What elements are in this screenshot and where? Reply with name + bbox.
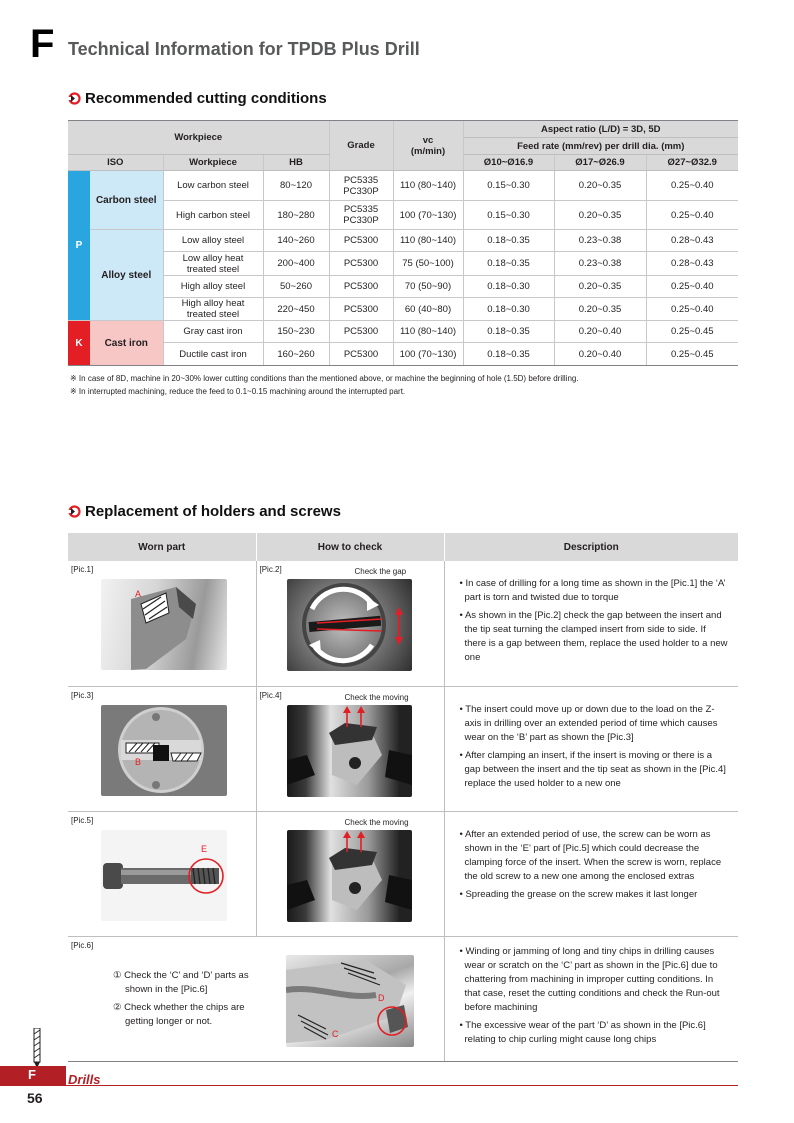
- table-row: [68, 298, 738, 321]
- hb-cell: 80~120: [263, 171, 329, 201]
- feed-cell: 0.18~0.35: [463, 343, 554, 366]
- workpiece-cell: Low alloy heat treated steel: [163, 252, 263, 276]
- table-row: [68, 561, 738, 686]
- description-text: • The excessive wear of the part ‘D’ as shown in the [Pic.6] relating to chip curling might cause long chips: [459, 1019, 706, 1045]
- feed-cell: 0.18~0.30: [463, 298, 554, 321]
- pic-caption: Check the gap: [354, 567, 407, 576]
- header-how-to-check: How to check: [256, 533, 444, 561]
- description-text: • Spreading the grease on the screw makes it last longer: [459, 888, 698, 900]
- vc-cell: 110 (80~140): [393, 171, 463, 201]
- feed-cell: 0.18~0.35: [463, 252, 554, 276]
- marker-d: D: [378, 992, 385, 1003]
- description-cell: [444, 561, 738, 686]
- hb-cell: 150~230: [263, 321, 329, 343]
- chapter-tab: [0, 1066, 66, 1086]
- feed-cell: 0.20~0.35: [554, 171, 646, 201]
- feed-cell: 0.18~0.35: [463, 321, 554, 343]
- header-worn-part: Worn part: [68, 533, 256, 561]
- feed-cell: 0.15~0.30: [463, 171, 554, 201]
- marker-c: C: [332, 1028, 339, 1039]
- description-text: • After an extended period of use, the screw can be worn as shown in the ‘E’ part of [Pic.5] which could decrease the clamping force of the insert. When the screw is worn, replace the old screw to a new one among the enclosed extras: [459, 828, 722, 882]
- how-to-check-cell: [256, 811, 444, 936]
- how-to-check-cell: [256, 686, 444, 811]
- description-text: • The insert could move up or down due to the load on the Z-axis in drilling over an extended period of time which causes wear on the ‘B’ part as shown the [Pic.3]: [459, 703, 718, 743]
- marker-e: E: [201, 843, 208, 854]
- hb-cell: 220~450: [263, 298, 329, 321]
- description-text: • As shown in the [Pic.2] check the gap between the insert and the tip seat turning the clamped insert from side to side. If there is a gap between them, replace the used holder to a new one: [459, 610, 728, 663]
- feed-cell: 0.25~0.40: [646, 276, 738, 298]
- replacement-table: [68, 533, 738, 1062]
- description-text: • Winding or jamming of long and tiny chips in drilling causes wear or scratch on the ‘C’ part as shown in the [Pic.6] due to chattering from machining in improper cutting conditions. In that case, reset the cutting conditions and check the Run-out before machining: [459, 945, 720, 1013]
- vc-cell: 100 (70~130): [393, 201, 463, 230]
- drill-side-icon: [33, 1028, 41, 1068]
- description-cell: [444, 686, 738, 811]
- check-step: ① Check the ‘C’ and ‘D’ parts as shown in the [Pic.6]: [113, 969, 249, 995]
- vc-cell: 110 (80~140): [393, 230, 463, 252]
- section-arrow-icon: [68, 92, 81, 105]
- feed-cell: 0.20~0.40: [554, 321, 646, 343]
- grade-cell: PC5300: [329, 343, 393, 366]
- grade-cell: PC5300: [329, 276, 393, 298]
- feed-cell: 0.20~0.35: [554, 298, 646, 321]
- table-row: [68, 171, 738, 201]
- pic-label: [Pic.6]: [71, 940, 94, 950]
- grade-cell: PC5300: [329, 321, 393, 343]
- feed-cell: 0.25~0.40: [646, 201, 738, 230]
- chapter-tab-letter: F: [28, 1067, 36, 1082]
- vc-cell: 110 (80~140): [393, 321, 463, 343]
- grade-cell: PC5300: [329, 252, 393, 276]
- footer-category: Drills: [68, 1072, 101, 1087]
- table-row: [68, 686, 738, 811]
- dia-range-1: Ø10~Ø16.9: [463, 155, 554, 171]
- marker-a: A: [135, 589, 142, 599]
- feed-cell: 0.28~0.43: [646, 230, 738, 252]
- section-heading-cutting-conditions: [68, 90, 327, 107]
- feed-cell: 0.25~0.40: [646, 298, 738, 321]
- check-step: ② Check whether the chips are getting longer or not.: [113, 1001, 245, 1027]
- carbon-steel-cell: Carbon steel: [90, 171, 163, 230]
- grade-cell: PC5300: [329, 298, 393, 321]
- check-steps: [113, 969, 273, 1033]
- feed-rate-header: Feed rate (mm/rev) per drill dia. (mm): [463, 138, 738, 155]
- hb-cell: 200~400: [263, 252, 329, 276]
- workpiece-cell: High alloy heat treated steel: [163, 298, 263, 321]
- grade-cell: PC5335 PC330P: [329, 201, 393, 230]
- cutting-conditions-table: [68, 120, 738, 366]
- section-title: Replacement of holders and screws: [85, 503, 341, 520]
- pic-label: [Pic.5]: [71, 815, 94, 825]
- table-row: [68, 936, 738, 1061]
- iso-p-cell: P: [68, 171, 90, 321]
- vc-cell: 75 (50~100): [393, 252, 463, 276]
- vc-header: vc (m/min): [393, 121, 463, 171]
- workpiece-subheader: Workpiece: [163, 155, 263, 171]
- vc-cell: 70 (50~90): [393, 276, 463, 298]
- feed-cell: 0.25~0.45: [646, 343, 738, 366]
- worn-part-cell: [68, 561, 256, 686]
- feed-cell: 0.18~0.35: [463, 230, 554, 252]
- pic-label: [Pic.3]: [71, 690, 94, 700]
- pic-caption: Check the moving: [344, 817, 409, 827]
- workpiece-cell: High alloy steel: [163, 276, 263, 298]
- table-row: [68, 343, 738, 366]
- section-arrow-icon: [68, 505, 81, 518]
- page-number: 56: [27, 1090, 43, 1106]
- how-to-check-cell: [256, 561, 444, 686]
- iso-k-cell: K: [68, 321, 90, 366]
- feed-cell: 0.20~0.40: [554, 343, 646, 366]
- aspect-ratio-header: Aspect ratio (L/D) = 3D, 5D: [463, 121, 738, 138]
- footnote: ※ In interrupted machining, reduce the feed to 0.1~0.15 machining around the interrupted part.: [70, 387, 406, 396]
- hb-cell: 50~260: [263, 276, 329, 298]
- table-row: [68, 252, 738, 276]
- vc-cell: 60 (40~80): [393, 298, 463, 321]
- section-heading-replacement: [68, 503, 341, 520]
- workpiece-cell: High carbon steel: [163, 201, 263, 230]
- description-text: • After clamping an insert, if the insert is moving or there is a gap between the insert and the tip seat as shown in the [Pic.4] replace the used holder to a new one: [459, 749, 726, 789]
- hb-cell: 160~260: [263, 343, 329, 366]
- hb-cell: 140~260: [263, 230, 329, 252]
- pic1-photo: [101, 579, 227, 670]
- worn-part-cell: [68, 811, 256, 936]
- grade-cell: PC5335 PC330P: [329, 171, 393, 201]
- pic-caption: Check the moving: [344, 692, 409, 702]
- workpiece-cell: Ductile cast iron: [163, 343, 263, 366]
- marker-b: B: [135, 756, 142, 767]
- feed-cell: 0.23~0.38: [554, 230, 646, 252]
- table-row: [68, 811, 738, 936]
- feed-cell: 0.18~0.30: [463, 276, 554, 298]
- description-cell: [444, 811, 738, 936]
- worn-part-cell: [68, 686, 256, 811]
- hb-cell: 180~280: [263, 201, 329, 230]
- workpiece-cell: Low carbon steel: [163, 171, 263, 201]
- section-title: Recommended cutting conditions: [85, 90, 327, 107]
- pic4-photo: [287, 705, 412, 797]
- feed-cell: 0.25~0.40: [646, 171, 738, 201]
- vc-cell: 100 (70~130): [393, 343, 463, 366]
- workpiece-cell: Low alloy steel: [163, 230, 263, 252]
- footnote: ※ In case of 8D, machine in 20~30% lower cutting conditions than the mentioned above, or machine the beginning of hole (1.5D) before drilling.: [70, 374, 579, 383]
- feed-cell: 0.25~0.45: [646, 321, 738, 343]
- pic6-photo: [286, 955, 414, 1047]
- alloy-steel-cell: Alloy steel: [90, 230, 163, 321]
- workpiece-cell: Gray cast iron: [163, 321, 263, 343]
- feed-cell: 0.15~0.30: [463, 201, 554, 230]
- table-row: [68, 276, 738, 298]
- page-title: Technical Information for TPDB Plus Drill: [68, 39, 420, 59]
- description-text: • In case of drilling for a long time as shown in the [Pic.1] the ‘A’ part is torn and twisted due to torque: [459, 578, 726, 603]
- dia-range-2: Ø17~Ø26.9: [554, 155, 646, 171]
- chapter-letter: F: [30, 22, 55, 66]
- table-row: [68, 201, 738, 230]
- pic5b-photo: [287, 830, 412, 922]
- iso-header: ISO: [68, 155, 163, 171]
- feed-cell: 0.23~0.38: [554, 252, 646, 276]
- cast-iron-cell: Cast iron: [90, 321, 163, 366]
- footer-rule: [66, 1085, 738, 1086]
- workpiece-header: Workpiece: [68, 121, 329, 155]
- pic-label: [Pic.1]: [71, 565, 94, 574]
- description-cell: [444, 936, 738, 1061]
- pic2-photo: [287, 579, 412, 671]
- feed-cell: 0.20~0.35: [554, 276, 646, 298]
- pic5-photo: [101, 830, 227, 921]
- table-row: [68, 230, 738, 252]
- feed-cell: 0.28~0.43: [646, 252, 738, 276]
- grade-header: Grade: [329, 121, 393, 171]
- table-row: [68, 321, 738, 343]
- dia-range-3: Ø27~Ø32.9: [646, 155, 738, 171]
- grade-cell: PC5300: [329, 230, 393, 252]
- feed-cell: 0.20~0.35: [554, 201, 646, 230]
- header-description: Description: [444, 533, 738, 561]
- pic3-photo: [101, 705, 227, 796]
- hb-header: HB: [263, 155, 329, 171]
- pic-label: [Pic.4]: [259, 690, 282, 700]
- check-chips-cell: [68, 936, 444, 1061]
- pic-label: [Pic.2]: [259, 565, 282, 574]
